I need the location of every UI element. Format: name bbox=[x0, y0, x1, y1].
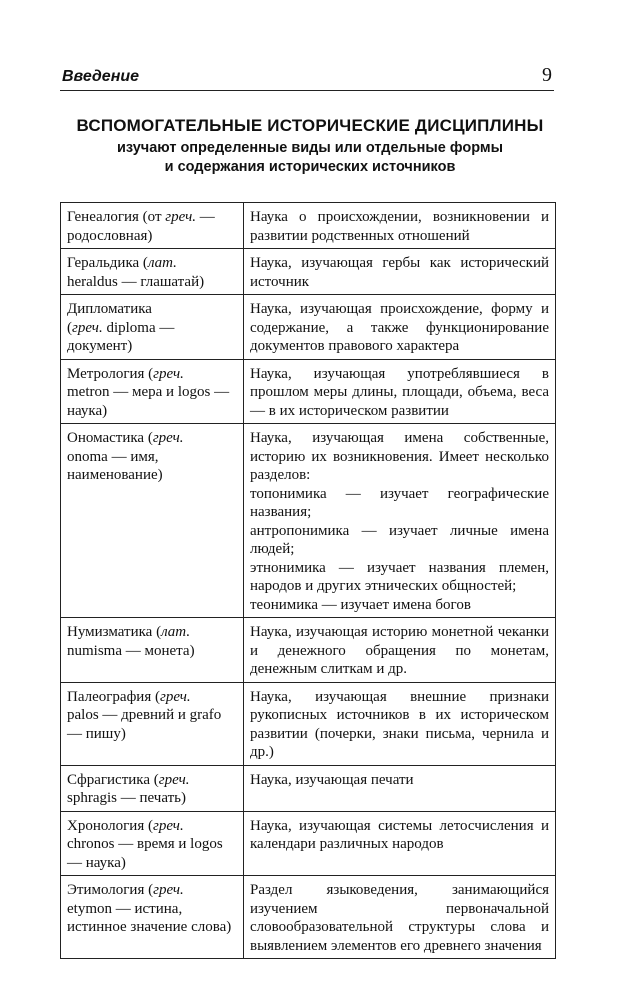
term-cell bbox=[61, 359, 244, 424]
term-text: Сфрагистика ( bbox=[67, 771, 159, 788]
table-row bbox=[61, 424, 556, 618]
term-text: Нумизматика ( bbox=[67, 624, 162, 640]
definition-cell: Наука, изучающая гербы как исторический источник bbox=[244, 249, 556, 295]
term-text: chronos — время и logos — наука) bbox=[67, 836, 223, 871]
term-text: diploma — bbox=[102, 319, 175, 336]
term-text: родословная) bbox=[67, 227, 153, 244]
language-abbr: лат. bbox=[147, 255, 177, 271]
page-number: 9 bbox=[542, 64, 552, 86]
definition-cell: Наука, изучающая историю монетной чеканки и денежного обращения по монетам, денежным слиткам и др. bbox=[244, 618, 556, 683]
definition-text: Наука, изучающая имена собственные, историю их возникновения. Имеет несколько разделов: bbox=[250, 430, 549, 483]
term-cell bbox=[61, 203, 244, 249]
title-main: ВСПОМОГАТЕЛЬНЫЕ ИСТОРИЧЕСКИЕ ДИСЦИПЛИНЫ bbox=[76, 116, 544, 135]
table-row bbox=[61, 295, 556, 360]
term-text: документ) bbox=[67, 338, 133, 354]
language-abbr: греч. bbox=[165, 209, 196, 225]
definition-cell: Наука, изучающая внешние признаки рукописных источников в их историческом развитии (почерки, знаки письма, чернила и др.) bbox=[244, 682, 556, 765]
term-text: sphragis — печать) bbox=[67, 790, 187, 806]
definition-cell: Наука, изучающая происхождение, форму и содержание, а также функционирование документов правового характера bbox=[244, 295, 556, 360]
term-text: Этимология ( bbox=[67, 882, 154, 898]
title-subtitle bbox=[40, 139, 580, 177]
subtitle-line-2: и содержания исторических источников bbox=[164, 159, 456, 175]
language-abbr: греч. bbox=[153, 882, 184, 898]
table-row bbox=[61, 249, 556, 295]
term-cell bbox=[61, 765, 244, 811]
term-text: etymon — истина, истинное значение слова) bbox=[67, 900, 232, 935]
disciplines-table bbox=[60, 202, 556, 959]
table-row bbox=[61, 765, 556, 811]
language-abbr: греч. bbox=[158, 771, 190, 788]
language-abbr: греч. bbox=[72, 319, 103, 336]
table-row bbox=[61, 203, 556, 249]
section-title: Введение bbox=[62, 68, 140, 85]
term-cell bbox=[61, 876, 244, 959]
term-text: numisma — монета) bbox=[67, 642, 195, 659]
definition-cell: Наука, изучающая системы летосчисления и календари различных народов bbox=[244, 811, 556, 876]
page-title bbox=[40, 116, 580, 177]
term-cell: Дипломатика (греч. diploma — документ) bbox=[61, 295, 244, 360]
term-cell bbox=[61, 811, 244, 876]
term-text: Генеалогия (от bbox=[67, 209, 166, 225]
term-cell bbox=[61, 618, 244, 683]
subdivision-item: этнонимика — изучает названия племен, народов и других этнических общностей; bbox=[250, 559, 549, 594]
language-abbr: греч. bbox=[159, 688, 191, 705]
language-abbr: лат. bbox=[161, 624, 191, 640]
definition-cell bbox=[244, 424, 556, 618]
term-text: metron — мера и logos — наука) bbox=[67, 384, 230, 419]
term-text: Метрология ( bbox=[67, 365, 154, 382]
definition-cell: Наука, изучающая употреблявшиеся в прошлом меры длины, площади, объема, веса — в их историческом развитии bbox=[244, 359, 556, 424]
term-text: — bbox=[195, 209, 215, 225]
term-text: onoma — имя, наименование) bbox=[67, 448, 163, 483]
table-row bbox=[61, 682, 556, 765]
term-text: heraldus — глашатай) bbox=[67, 273, 205, 290]
definition-cell: Раздел языковедения, занимающийся изучением первоначальной словообразовательной структуры слова и выявлением элементов его древнего значения bbox=[244, 876, 556, 959]
subdivision-item: теонимика — изучает имена богов bbox=[250, 596, 471, 613]
term-text: Геральдика ( bbox=[67, 255, 148, 271]
definition-cell: Наука о происхождении, возникновении и развитии родственных отношений bbox=[244, 203, 556, 249]
language-abbr: греч. bbox=[152, 430, 184, 446]
term-text: Дипломатика bbox=[67, 301, 152, 317]
subdivision-item: топонимика — изучает географические названия; bbox=[250, 485, 549, 520]
definition-cell: Наука, изучающая печати bbox=[244, 765, 556, 811]
language-abbr: греч. bbox=[153, 365, 184, 382]
term-text: Хронология ( bbox=[67, 817, 153, 834]
term-cell bbox=[61, 682, 244, 765]
term-text: Ономастика ( bbox=[67, 430, 153, 446]
table-row bbox=[61, 618, 556, 683]
term-cell bbox=[61, 249, 244, 295]
term-text: palos — древний и grafo — пишу) bbox=[67, 707, 222, 742]
table-row bbox=[61, 876, 556, 959]
table-row bbox=[61, 811, 556, 876]
term-text: Палеография ( bbox=[67, 688, 160, 705]
running-header bbox=[60, 64, 554, 91]
subdivision-item: антропонимика — изучает личные имена людей; bbox=[250, 522, 549, 557]
subtitle-line-1: изучают определенные виды или отдельные формы bbox=[116, 140, 503, 156]
table-row bbox=[61, 359, 556, 424]
term-cell bbox=[61, 424, 244, 618]
language-abbr: греч. bbox=[152, 817, 184, 834]
